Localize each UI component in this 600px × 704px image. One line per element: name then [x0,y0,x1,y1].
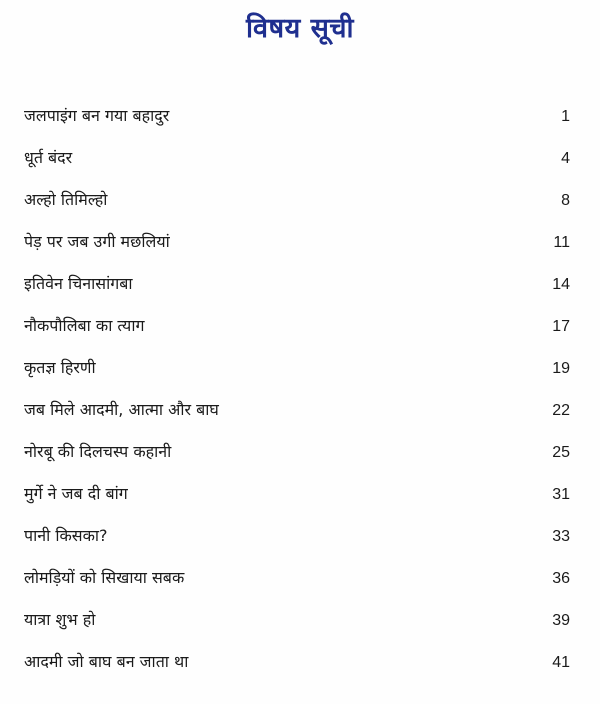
toc-entry-page: 33 [552,528,570,545]
toc-entry-title: नोरबू की दिलचस्प कहानी [24,442,172,461]
toc-entry-title: यात्रा शुभ हो [24,610,96,629]
table-of-contents [24,104,570,692]
toc-entry [24,314,570,356]
toc-entry-page: 22 [552,402,570,419]
toc-entry-page: 31 [552,486,570,503]
toc-entry-title: जब मिले आदमी, आत्मा और बाघ [24,400,219,419]
toc-entry-title: पेड़ पर जब उगी मछलियां [24,232,170,251]
toc-entry [24,608,570,650]
toc-entry-title: इतिवेन चिनासांगबा [24,274,133,293]
toc-entry [24,482,570,524]
toc-entry-page: 36 [552,570,570,587]
toc-entry [24,440,570,482]
toc-entry [24,356,570,398]
toc-entry-title: जलपाइंग बन गया बहादुर [24,106,170,125]
toc-entry-page: 1 [561,108,570,125]
toc-entry-page: 17 [552,318,570,335]
toc-entry-title: अल्हो तिमिल्हो [24,190,108,209]
toc-entry-title: लोमड़ियों को सिखाया सबक [24,568,185,587]
toc-entry-page: 14 [552,276,570,293]
toc-entry-page: 25 [552,444,570,461]
toc-entry [24,146,570,188]
toc-entry-page: 8 [561,192,570,209]
toc-entry [24,230,570,272]
toc-entry-title: मुर्गे ने जब दी बांग [24,484,128,503]
toc-entry [24,566,570,608]
toc-entry-title: कृतज्ञ हिरणी [24,358,96,377]
toc-entry [24,650,570,692]
toc-entry-title: आदमी जो बाघ बन जाता था [24,652,189,671]
toc-entry-title: पानी किसका? [24,526,108,545]
toc-entry-page: 41 [552,654,570,671]
toc-entry-page: 39 [552,612,570,629]
toc-entry [24,524,570,566]
toc-entry-title: नौकपौलिबा का त्याग [24,316,145,335]
toc-entry-title: धूर्त बंदर [24,148,73,167]
toc-entry [24,398,570,440]
toc-entry-page: 4 [561,150,570,167]
toc-entry [24,272,570,314]
page-title: विषय सूची [245,13,355,44]
toc-entry [24,188,570,230]
toc-entry-page: 19 [552,360,570,377]
toc-entry-page: 11 [553,234,570,251]
toc-entry [24,104,570,146]
